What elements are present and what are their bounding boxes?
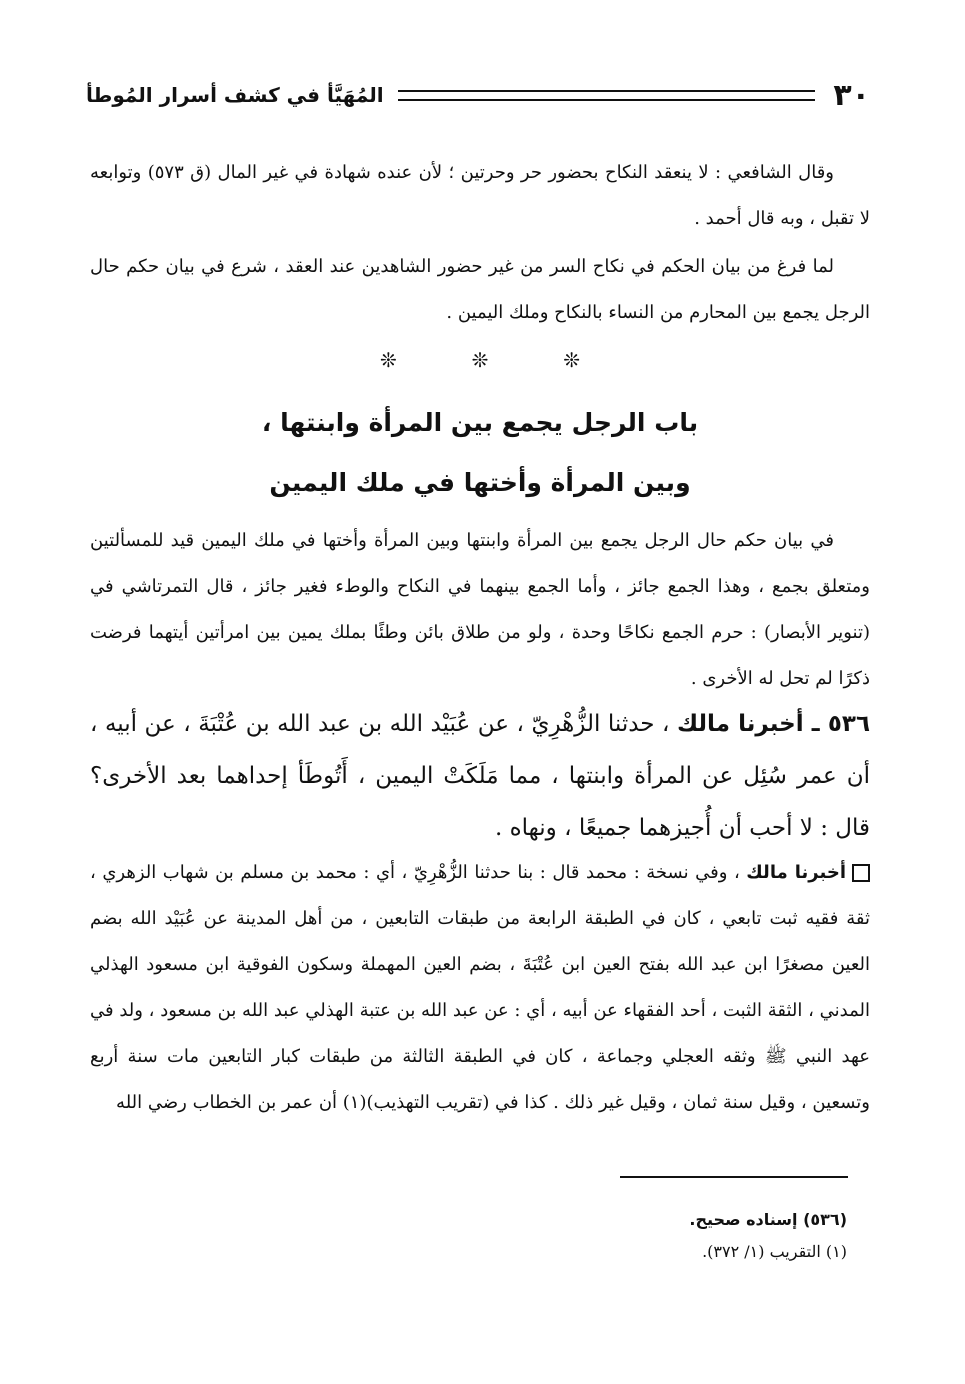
hadith-text: ، حدثنا الزُّهْرِيّ ، عن عُبَيْد الله بن عبد الله بن عُتْبَةَ ، عن أبيه ، أن عمر سُئِل عن المرأة وابنتها ، مما مَلَكَتْ اليمين ، أَتُوطَأ إحداهما بعد الأخرى؟ قال : لا أحب أن أُجيزهما جميعًا ، ونهاه . xyxy=(90,711,870,841)
page-number: ٣٠ xyxy=(833,77,870,113)
hadith-536 xyxy=(90,698,870,854)
star-ornament: ❊ xyxy=(471,348,489,372)
commentary-paragraph xyxy=(90,850,870,1126)
commentary-text: ، وفي نسخة : محمد قال : بنا حدثنا الزُّهْرِيّ ، أي : محمد بن مسلم بن شهاب الزهري ، ثقة فقيه ثبت تابعي ، كان في الطبقة الرابعة من طبقات التابعين ، من أهل المدينة عن عُبَيْد الله بضم العين مصغرًا ابن عبد الله بفتح العين ابن عُتْبَةَ ، بضم العين المهملة وسكون الفوقية ابن مسعود الهذلي المدني ، الثقة الثبت ، أحد الفقهاء عن أبيه ، أي : عن عبد الله بن عتبة الهذلي عبد الله بن مسعود ، ولد في عهد النبي ﷺ وثقه العجلي وجماعة ، كان في الطبقة الثالثة من طبقات كبار التابعين مات سنة أربع وتسعين ، وقيل سنة ثمان ، وقيل غير ذلك . كذا في (تقريب التهذيب)(١) أن عمر بن الخطاب رضي الله xyxy=(89,862,870,1113)
running-title: المُهَيَّأ في كشف أسرار المُوطأ xyxy=(86,83,384,107)
chapter-title-line-1: باب الرجل يجمع بين المرأة وابنتها ، xyxy=(261,408,699,437)
paragraph-transition: لما فرغ من بيان الحكم في نكاح السر من غير حضور الشاهدين عند العقد ، شرع في بيان حكم حال الرجل يجمع بين المحارم من النساء بالنكاح وملك اليمين . xyxy=(90,256,870,323)
star-ornament: ❊ xyxy=(380,348,397,372)
paragraph-explanation: في بيان حكم حال الرجل يجمع بين المرأة وابنتها وبين المرأة وأختها في ملك اليمين قيد للمسألتين ومتعلق بجمع ، وهذا الجمع جائز ، وأما الجمع بينهما في النكاح والوطء فغير جائز ، قال التمرتاشي في (تنوير الأبصار) : حرم الجمع نكاحًا وحدة ، ولو من طلاق بائن وطئًا بملك يمين بين امرأتين أيتهما فرضت ذكرًا لم تحل له الأخرى . xyxy=(90,530,870,689)
commentary-label: أخبرنا مالك xyxy=(746,862,846,883)
chapter-title-line-2: وبين المرأة وأختها في ملك اليمين xyxy=(269,468,691,497)
footnote-isnad: (٥٣٦) إسناده صحيح. xyxy=(689,1210,847,1229)
footnote-divider xyxy=(620,1176,848,1178)
footnote-taqrib: (١) التقريب (١/ ٣٧٢). xyxy=(702,1242,847,1261)
section-separator xyxy=(380,348,580,372)
page-header xyxy=(86,72,870,118)
header-rule xyxy=(398,90,816,101)
square-marker-icon xyxy=(852,864,870,882)
star-ornament: ❊ xyxy=(563,348,580,372)
hadith-number-label: ٥٣٦ ـ أخبرنا مالك xyxy=(677,711,871,737)
paragraph-shafii: وقال الشافعي : لا ينعقد النكاح بحضور حر وحرتين ؛ لأن عنده شهادة في غير المال (ق ٥٧٣) وتوابعه لا تقبل ، وبه قال أحمد . xyxy=(90,162,870,229)
